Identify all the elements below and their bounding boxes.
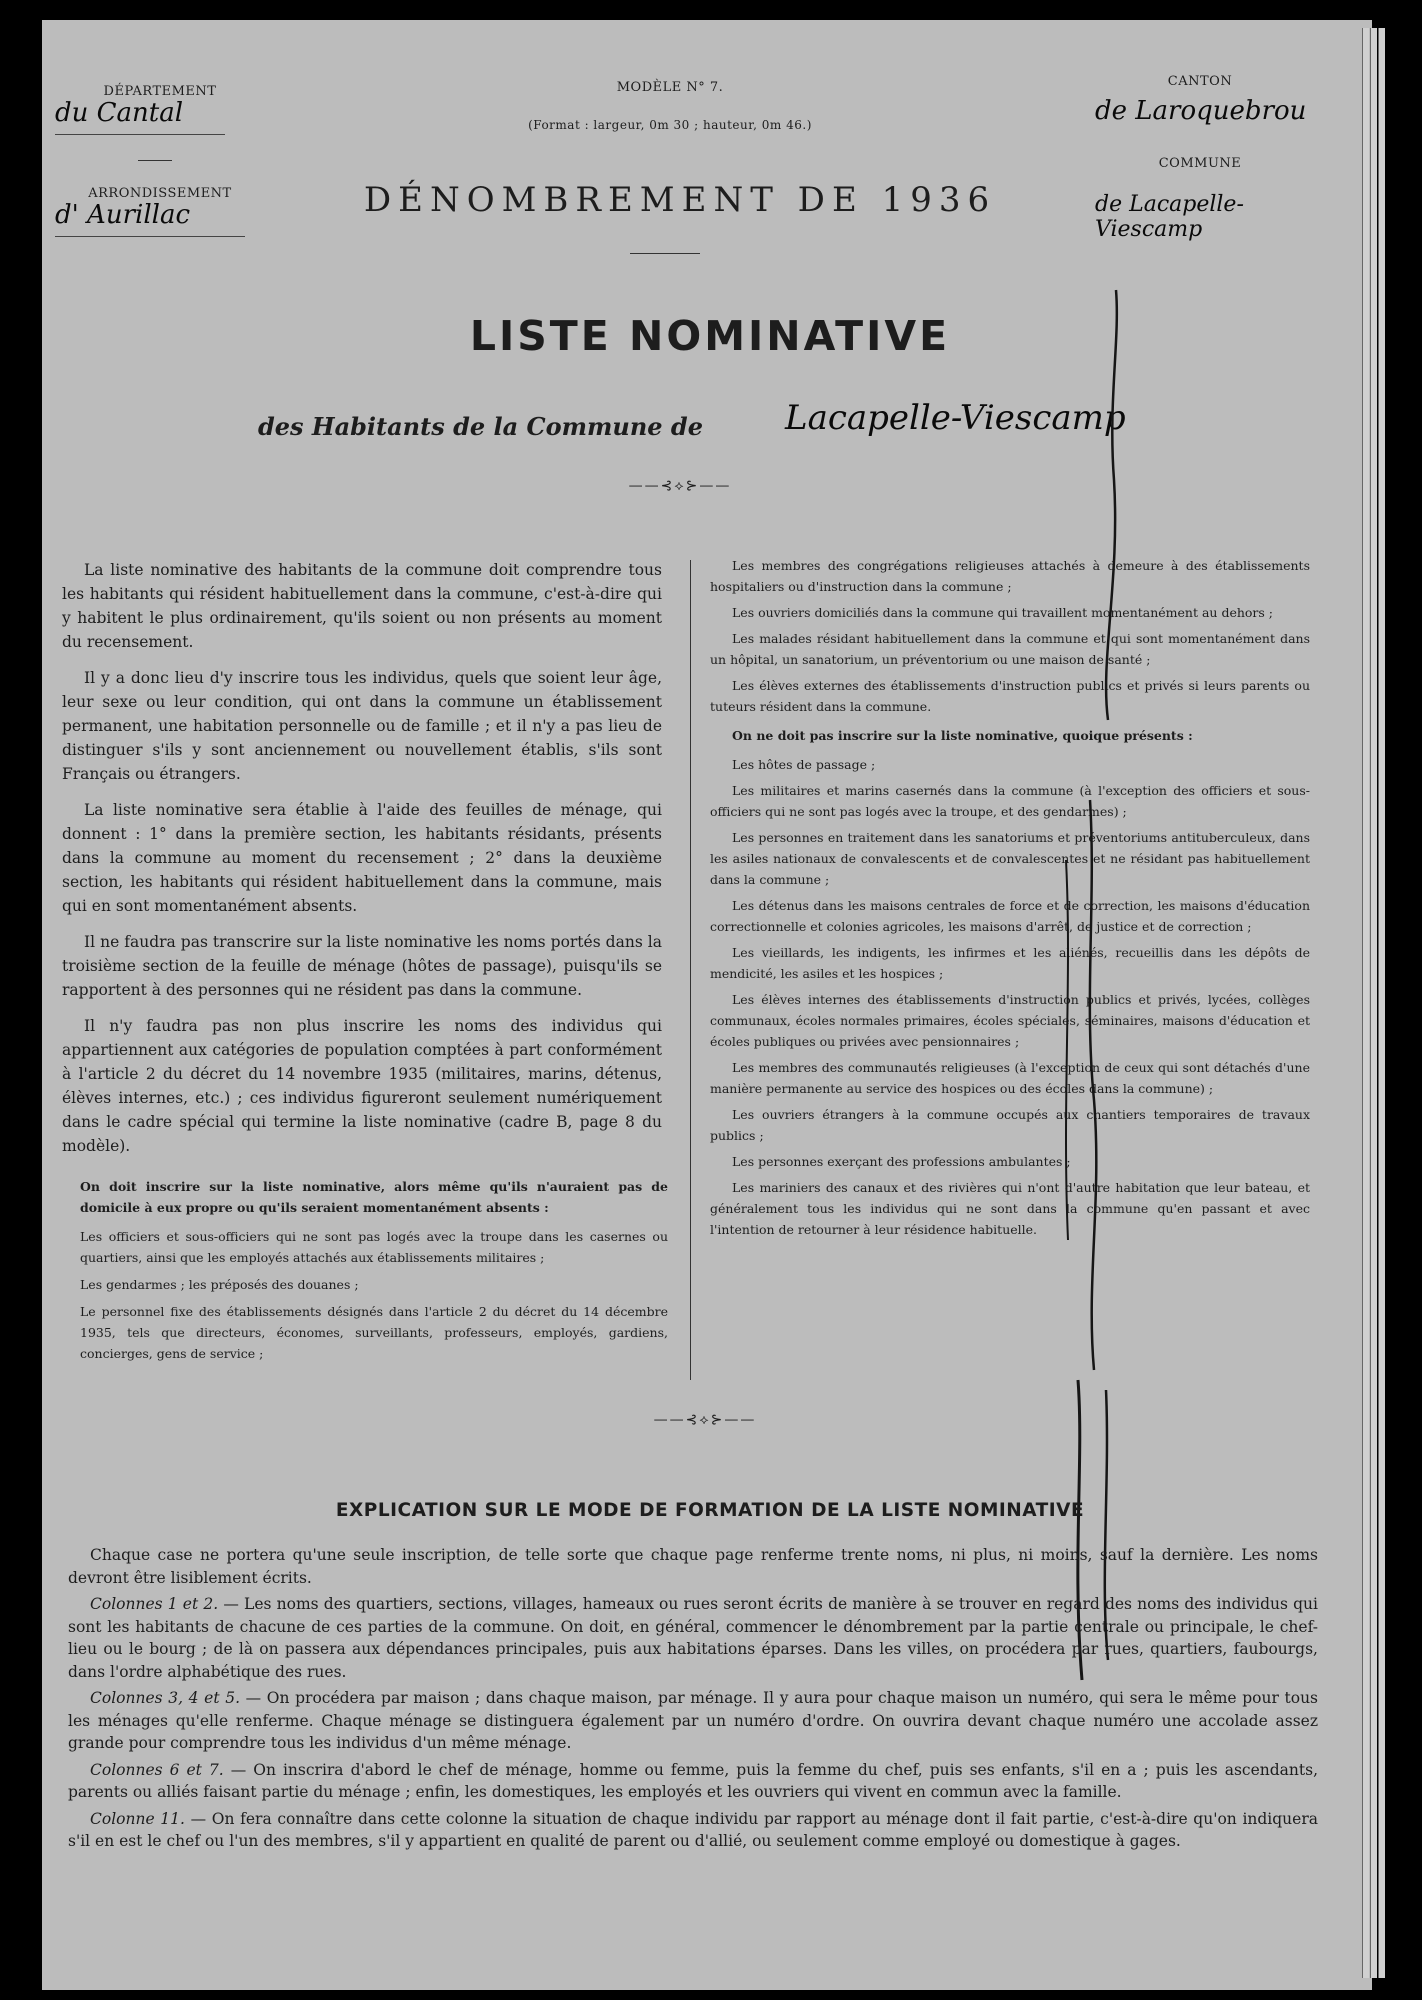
explication-text: — Les noms des quartiers, sections, villages, hameaux ou rues seront écrits de manière à se trouver en regard des noms des individus qui sont les habitants de chacune de ces parties de la commune. On doit, en général, commencer le dénombrement par la partie centrale ou principale, le chef-lieu ou le bourg ; de là on passera aux dépendances principales, puis aux habitations éparses. Dans les villes, on procédera par rues, quartiers, faubourgs, dans l'ordre alphabétique des rues. — [68, 1595, 1318, 1681]
subtitle: des Habitants de la Commune de — [258, 412, 703, 441]
list-item: Les personnes exerçant des professions ambulantes ; — [732, 1154, 1071, 1169]
census-title: DÉNOMBREMENT DE 1936 — [363, 180, 997, 220]
explication-intro: Chaque case ne portera qu'une seule inscription, de telle sorte que chaque page renferme trente noms, ni plus, ni moins, sauf la dernière. Les noms devront être lisiblement écrits. — [68, 1546, 1318, 1587]
main-title: LISTE NOMINATIVE — [469, 312, 951, 360]
ornament-divider: ——⊰⟡⊱—— — [653, 1412, 757, 1428]
list-item: Les membres des communautés religieuses (à l'exception de ceux qui sont détachés d'une manière permanente au service des hospices ou des écoles dans la commune) ; — [710, 1060, 1310, 1096]
commune-label: COMMUNE — [1158, 156, 1242, 171]
left-lower-column — [80, 1176, 668, 1364]
list-item: Les mariniers des canaux et des rivières qui n'ont d'autre habitation que leur bateau, et généralement tous les individus qui ne sont dans la commune qu'en passant et avec l'intention de retourner à leur résidence habituelle. — [710, 1180, 1310, 1237]
modele-label: MODÈLE N° 7. — [616, 80, 724, 95]
list-item: Les hôtes de passage ; — [732, 757, 876, 772]
paragraph: La liste nominative des habitants de la commune doit comprendre tous les habitants qui résident habituellement dans la commune, c'est-à-dire qui y habitent le plus ordinairement, qu'ils soient ou non présents au moment du recensement. — [62, 561, 662, 651]
list-item: Les détenus dans les maisons centrales de force et de correction, les maisons d'éducation correctionnelle et colonies agricoles, les maisons d'arrêt, de justice et de correction ; — [710, 898, 1310, 934]
right-column — [710, 555, 1310, 1240]
arrondissement-value: d' Aurillac — [55, 200, 245, 237]
list-item: Les personnes en traitement dans les sanatoriums et préventoriums antituberculeux, dans les asiles nationaux de convalescents et de convalescentes et ne résidant pas habituellement dans la commune ; — [710, 830, 1310, 887]
explication-title: EXPLICATION SUR LE MODE DE FORMATION DE LA LISTE NOMINATIVE — [335, 1500, 1085, 1521]
page-edge — [1362, 28, 1369, 1978]
handwritten-tally-marks — [1050, 280, 1140, 1710]
left-column — [62, 558, 662, 1158]
list-item: Les ouvriers étrangers à la commune occupés aux chantiers temporaires de travaux publics ; — [710, 1107, 1310, 1143]
ornament-divider: ——⊰⟡⊱—— — [628, 478, 732, 494]
format-label: (Format : largeur, 0m 30 ; hauteur, 0m 46.) — [528, 118, 812, 132]
paragraph: Il n'y faudra pas non plus inscrire les noms des individus qui appartiennent aux catégories de population comptées à part conformément à l'article 2 du décret du 14 novembre 1935 (militaires, marins, détenus, élèves internes, etc.) ; ces individus figureront seulement numériquement dans le cadre spécial qui termine la liste nominative (cadre B, page 8 du modèle). — [62, 1017, 662, 1155]
divider — [138, 160, 172, 161]
arrondissement-label: ARRONDISSEMENT — [88, 186, 232, 201]
list-item: Les gendarmes ; les préposés des douanes ; — [80, 1277, 359, 1292]
list-item: Les élèves externes des établissements d'instruction publics et privés si leurs parents ou tuteurs résident dans la commune. — [710, 678, 1310, 714]
explication-item — [68, 1593, 1318, 1683]
columns-ref: Colonne 11. — [90, 1809, 185, 1828]
paragraph: La liste nominative sera établie à l'aide des feuilles de ménage, qui donnent : 1° dans la première section, les habitants résidants, présents dans la commune au moment du recensement ; 2° dans la deuxième section, les habitants qui résident habituellement dans la commune, mais qui en sont momentanément absents. — [62, 801, 662, 915]
canton-label: CANTON — [1167, 74, 1233, 89]
list-item: Les malades résidant habituellement dans la commune et qui sont momentanément dans un hôpital, un sanatorium, un préventorium ou une maison de santé ; — [710, 631, 1310, 667]
explication-text: — On fera connaître dans cette colonne la situation de chaque individu par rapport au ménage dont il fait partie, c'est-à-dire qu'on indiquera s'il en est le chef ou l'un des membres, s'il y appartient en qualité de parent ou d'allié, ou seulement comme employé ou domestique à gages. — [68, 1809, 1318, 1850]
list-item: Les élèves internes des établissements d'instruction publics et privés, lycées, collèges communaux, écoles normales primaires, écoles spéciales, séminaires, maisons d'éducation et écoles publiques ou privées avec pensionnaires ; — [710, 992, 1310, 1049]
paragraph: Il y a donc lieu d'y inscrire tous les individus, quels que soient leur âge, leur sexe ou leur condition, qui ont dans la commune un établissement permanent, une habitation personnelle ou de famille ; et il n'y a pas lieu de distinguer s'ils y sont anciennement ou nouvellement établis, s'ils sont Français ou étrangers. — [62, 669, 662, 783]
explication-item — [68, 1759, 1318, 1804]
columns-ref: Colonnes 1 et 2. — [90, 1595, 219, 1613]
explication-body — [68, 1544, 1318, 1853]
right-heading: On ne doit pas inscrire sur la liste nominative, quoique présents : — [732, 728, 1193, 743]
explication-text: — On inscrira d'abord le chef de ménage, homme ou femme, puis la femme du chef, puis ses enfants, s'il en a ; puis les ascendants, parents ou alliés faisant partie du ménage ; enfin, les domestiques, les employés et les ouvriers qui vivent en commun avec la famille. — [68, 1760, 1318, 1801]
page-edge — [1378, 28, 1385, 1978]
explication-item — [68, 1808, 1318, 1853]
canton-value: de Laroquebrou — [1095, 96, 1307, 126]
list-item: Les officiers et sous-officiers qui ne sont pas logés avec la troupe dans les casernes ou quartiers, ainsi que les employés attachés aux établissements militaires ; — [80, 1229, 668, 1265]
page-edge — [1370, 28, 1377, 1978]
paragraph: Il ne faudra pas transcrire sur la liste nominative les noms portés dans la troisième section de la feuille de ménage (hôtes de passage), puisqu'ils se rapportent à des personnes qui ne résident pas dans la commune. — [62, 933, 662, 999]
left-lower-heading: On doit inscrire sur la liste nominative, alors même qu'ils n'auraient pas de domicile à eux propre ou qu'ils seraient momentanément absents : — [80, 1179, 668, 1215]
list-item: Les militaires et marins casernés dans la commune (à l'exception des officiers et sous-officiers qui ne sont pas logés avec la troupe, et des gendarmes) ; — [710, 783, 1310, 819]
departement-value: du Cantal — [55, 98, 225, 135]
list-item: Les vieillards, les indigents, les infirmes et les aliénés, recueillis dans les dépôts de mendicité, les asiles et les hospices ; — [710, 945, 1310, 981]
explication-item — [68, 1687, 1318, 1755]
list-item: Les membres des congrégations religieuses attachés à demeure à des établissements hospitaliers ou d'instruction dans la commune ; — [710, 558, 1310, 594]
list-item: Le personnel fixe des établissements désignés dans l'article 2 du décret du 14 décembre 1935, tels que directeurs, économes, surveillants, professeurs, employés, gardiens, concierges, gens de service ; — [80, 1304, 668, 1361]
columns-ref: Colonnes 6 et 7. — [90, 1760, 224, 1779]
departement-label: DÉPARTEMENT — [103, 84, 217, 99]
column-divider — [690, 560, 691, 1380]
commune-name-handwritten: Lacapelle-Viescamp — [785, 398, 1126, 438]
explication-text: — On procédera par maison ; dans chaque maison, par ménage. Il y aura pour chaque maison un numéro, qui sera le même pour tous les ménages qu'elle renferme. Chaque ménage se distinguera également par un numéro d'ordre. On ouvrira devant chaque numéro une accolade assez grande pour comprendre tous les individus d'un même ménage. — [68, 1689, 1319, 1752]
list-item: Les ouvriers domiciliés dans la commune qui travaillent momentanément au dehors ; — [732, 605, 1273, 620]
commune-value: de Lacapelle-Viescamp — [1095, 192, 1244, 242]
divider — [630, 253, 700, 254]
columns-ref: Colonnes 3, 4 et 5. — [90, 1689, 240, 1707]
